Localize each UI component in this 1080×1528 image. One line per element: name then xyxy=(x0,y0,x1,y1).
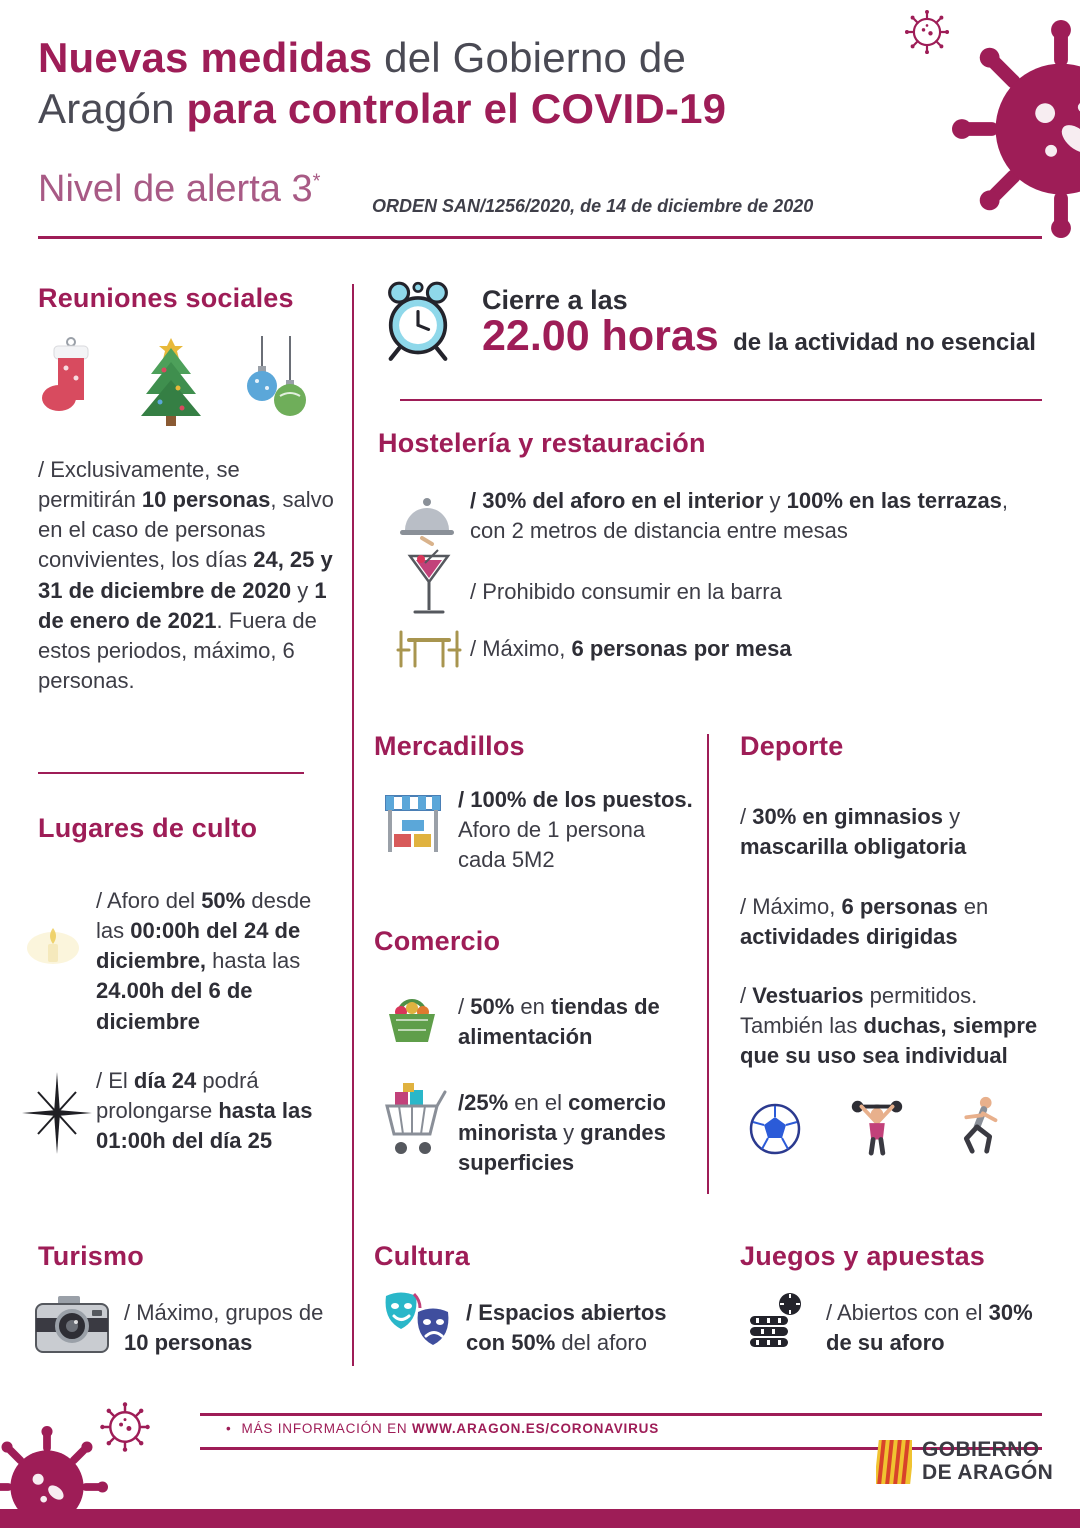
title-accent-2: para controlar el COVID-19 xyxy=(186,85,727,133)
cocktail-icon xyxy=(406,548,452,622)
alert-level-text: Nivel de alerta 3 xyxy=(38,168,313,210)
christmas-icons-row xyxy=(40,336,310,428)
cultura-text: / Espacios abiertos con 50% del aforo xyxy=(466,1300,667,1356)
market-stall-icon xyxy=(382,792,444,858)
virus-icon xyxy=(952,20,1080,238)
footer-info-prefix: MÁS INFORMACIÓN EN xyxy=(241,1421,412,1436)
footer-bullet: • xyxy=(226,1421,232,1436)
christmas-tree-icon xyxy=(134,336,208,428)
star-icon xyxy=(20,1070,94,1156)
deporte-item-dirigidas: / Máximo, 6 personas en actividades dirigidas xyxy=(740,894,989,950)
title-plain-1: del Gobierno de xyxy=(372,34,687,81)
comercio-item-minorista: /25% en el comercio minorista y grandes superficies xyxy=(458,1090,666,1176)
closing-time: 22.00 horas xyxy=(482,312,719,360)
deporte-item-vestuarios: / Vestuarios permitidos. También las duchas, siempre que su uso sea individual xyxy=(740,983,1038,1069)
left-divider xyxy=(38,772,304,774)
camera-icon xyxy=(34,1292,110,1356)
deporte-item-gimnasios: / 30% en gimnasios y mascarilla obligatoria xyxy=(740,804,967,860)
section-title-reuniones: Reuniones sociales xyxy=(38,283,294,313)
theater-masks-icon xyxy=(382,1290,454,1356)
turismo-text: / Máximo, grupos de 10 personas xyxy=(124,1300,324,1356)
section-title-mercadillos: Mercadillos xyxy=(374,731,525,761)
order-reference: ORDEN SAN/1256/2020, de 14 de diciembre de 2020 xyxy=(372,196,814,216)
logo-line-1: GOBIERNO xyxy=(922,1438,1040,1462)
bottom-color-bar xyxy=(0,1509,1080,1528)
section-title-deporte: Deporte xyxy=(740,731,844,761)
gobierno-aragon-logo xyxy=(876,1438,1053,1486)
cloche-icon xyxy=(396,492,458,546)
sport-icons-row xyxy=(748,1094,1004,1156)
footer-divider-top xyxy=(200,1413,1042,1416)
footer-info xyxy=(226,1421,659,1436)
header-divider xyxy=(38,236,1042,239)
title-accent-1: Nuevas medidas xyxy=(38,34,373,81)
closing-time-row xyxy=(482,312,1036,361)
reuniones-text: / Exclusivamente, se permitirán 10 personas, salvo en el caso de personas convivientes, los días 24, 25 y 31 de diciembre de 2020 y 1 de enero de 2021. Fuera de estos periodos, máximo, 6 personas. xyxy=(38,457,334,693)
stocking-icon xyxy=(40,336,102,422)
poker-chips-icon xyxy=(748,1290,804,1352)
baubles-icon xyxy=(240,336,310,428)
footer-url: WWW.ARAGON.ES/CORONAVIRUS xyxy=(412,1421,659,1436)
alert-asterisk: * xyxy=(312,170,321,193)
grocery-basket-icon xyxy=(382,986,442,1046)
top-right-divider xyxy=(400,399,1042,401)
closing-lead-text: Cierre a las xyxy=(482,285,628,315)
runner-icon xyxy=(952,1094,1004,1156)
logo-line-2: DE ARAGÓN xyxy=(922,1461,1054,1484)
aragon-flag-icon xyxy=(876,1438,912,1486)
section-title-cultura: Cultura xyxy=(374,1241,470,1271)
soccer-ball-icon xyxy=(748,1102,802,1156)
section-title-turismo: Turismo xyxy=(38,1241,144,1271)
weightlifter-icon xyxy=(848,1094,906,1156)
section-title-culto: Lugares de culto xyxy=(38,813,258,843)
juegos-text: / Abiertos con el 30% de su aforo xyxy=(826,1300,1033,1356)
vertical-divider-right xyxy=(707,734,709,1194)
alarm-clock-icon xyxy=(376,278,460,364)
vertical-divider-left xyxy=(352,284,354,1366)
section-title-hosteleria: Hostelería y restauración xyxy=(378,428,706,458)
culto-item-dia24: / El día 24 podrá prolongarse hasta las 01:00h del día 25 xyxy=(96,1068,313,1154)
logo-text xyxy=(922,1439,1053,1484)
mercadillos-text: / 100% de los puestos. Aforo de 1 persona cada 5M2 xyxy=(458,787,693,873)
hosteleria-item-aforo: / 30% del aforo en el interior y 100% en las terrazas, con 2 metros de distancia entre mesas xyxy=(470,488,1009,544)
candle-icon xyxy=(20,914,86,972)
hosteleria-item-mesa: / Máximo, 6 personas por mesa xyxy=(470,636,792,661)
title-plain-2: Aragón xyxy=(38,85,187,133)
hosteleria-item-barra: / Prohibido consumir en la barra xyxy=(470,579,782,604)
shopping-cart-icon xyxy=(376,1082,448,1166)
section-title-juegos: Juegos y apuestas xyxy=(740,1241,986,1271)
comercio-item-alimentacion: / 50% en tiendas de alimentación xyxy=(458,994,660,1050)
closing-tail-text: de la actividad no esencial xyxy=(733,329,1036,356)
alert-level xyxy=(38,168,320,211)
table-chairs-icon xyxy=(396,624,462,672)
virus-outline-icon xyxy=(903,8,951,56)
page-title xyxy=(38,32,726,134)
culto-item-aforo: / Aforo del 50% desde las 00:00h del 24 de diciembre, hasta las 24.00h del 6 de diciembre xyxy=(96,888,312,1034)
section-title-comercio: Comercio xyxy=(374,926,501,956)
